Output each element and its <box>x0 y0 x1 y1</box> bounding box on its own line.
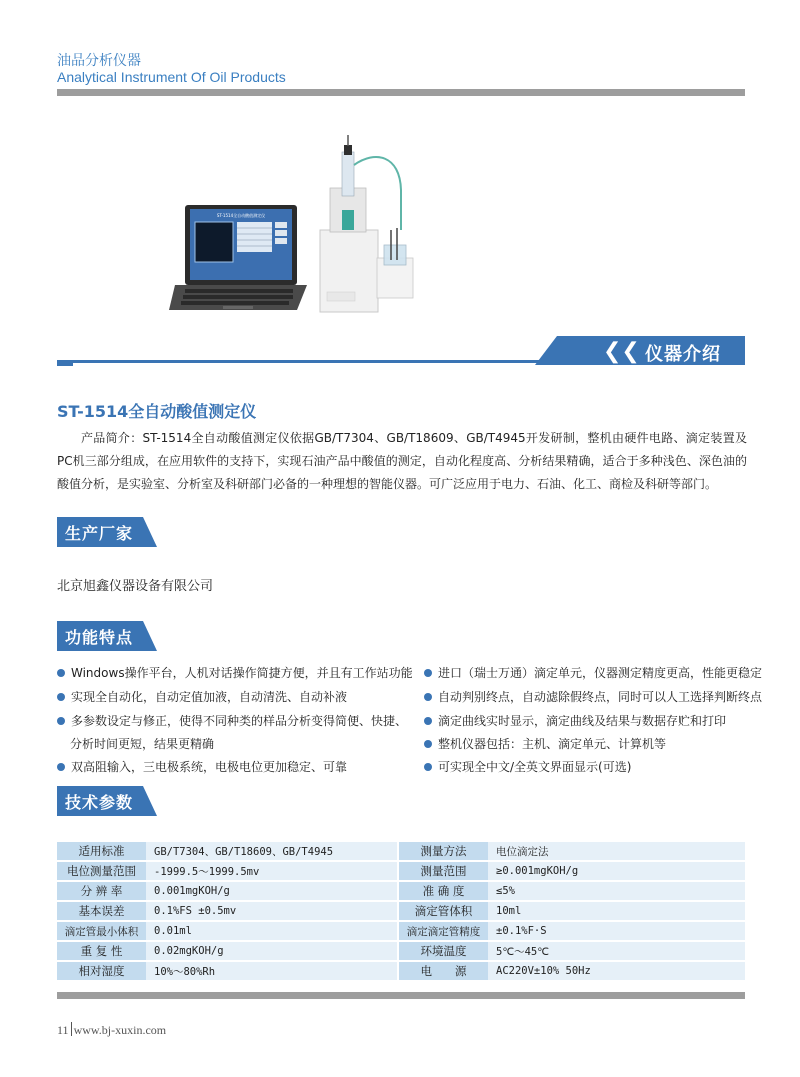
specs-table <box>57 842 745 982</box>
spec-value: ≤5% <box>488 881 745 901</box>
feature-item: Windows操作平台，人机对话操作简捷方便，并且有工作站功能 <box>57 665 413 681</box>
spec-value: 5℃～45℃ <box>488 941 745 961</box>
spec-label: 电位测量范围 <box>57 861 146 881</box>
spec-label: 滴定管最小体积 <box>57 921 146 941</box>
bullet-icon <box>424 717 432 725</box>
table-row <box>57 961 745 981</box>
spec-value: 10ml <box>488 901 745 921</box>
feature-item: 自动判别终点，自动滤除假终点，同时可以人工选择判断终点 <box>424 689 762 705</box>
spec-value: ≥0.001mgKOH/g <box>488 861 745 881</box>
bullet-icon <box>57 693 65 701</box>
table-row <box>57 861 745 881</box>
spec-label: 滴定滴定管精度 <box>399 921 488 941</box>
section-title-features: 功能特点 <box>65 628 134 647</box>
feature-item: 双高阻输入，三电极系统，电极电位更加稳定、可靠 <box>57 759 347 775</box>
feature-item: 实现全自动化，自动定值加液，自动清洗、自动补液 <box>57 689 347 705</box>
table-row <box>57 941 745 961</box>
spec-value: -1999.5～1999.5mv <box>146 861 397 881</box>
bullet-icon <box>57 669 65 677</box>
feature-item-continuation: 分析时间更短，结果更精确 <box>70 737 215 751</box>
feature-item: 多参数设定与修正，使得不同种类的样品分析变得简便、快捷、 <box>57 713 407 729</box>
category-title-cn: 油品分析仪器 <box>57 53 141 69</box>
feature-item: 进口（瑞士万通）滴定单元，仪器测定精度更高，性能更稳定 <box>424 665 762 681</box>
product-title: ST-1514全自动酸值测定仪 <box>57 402 257 421</box>
website-link[interactable]: www.bj-xuxin.com <box>73 1023 167 1037</box>
laptop-screen-title: ST-1514全自动酸值测定仪 <box>216 213 266 218</box>
category-title-en: Analytical Instrument Of Oil Products <box>57 69 286 85</box>
spec-value: 0.01ml <box>146 921 397 941</box>
spec-label: 测量方法 <box>399 842 488 861</box>
spec-label: 准 确 度 <box>399 881 488 901</box>
table-row <box>57 921 745 941</box>
bottom-divider <box>57 992 745 999</box>
bullet-icon <box>424 740 432 748</box>
titrant-valve <box>342 210 354 230</box>
spec-label: 重 复 性 <box>57 941 146 961</box>
bullet-icon <box>57 763 65 771</box>
spec-label: 基本误差 <box>57 901 146 921</box>
double-chevron-icon: ❮❮ <box>603 339 640 364</box>
manufacturer-name: 北京旭鑫仪器设备有限公司 <box>57 579 214 594</box>
spec-value: 0.1%FS ±0.5mv <box>146 901 397 921</box>
feature-item: 滴定曲线实时显示，滴定曲线及结果与数据存贮和打印 <box>424 713 726 729</box>
spec-value: 10%～80%Rh <box>146 961 397 981</box>
spec-value: ±0.1%F·S <box>488 921 745 941</box>
bullet-icon <box>424 763 432 771</box>
top-divider <box>57 89 745 96</box>
feature-item: 整机仪器包括：主机、滴定单元、计算机等 <box>424 736 666 752</box>
spec-label: 电 源 <box>399 961 488 981</box>
spec-value: GB/T7304、GB/T18609、GB/T4945 <box>146 842 397 861</box>
laptop-graph-panel <box>195 222 233 262</box>
spec-label: 滴定管体积 <box>399 901 488 921</box>
bullet-icon <box>57 717 65 725</box>
section-title-specs: 技术参数 <box>65 793 134 812</box>
table-row <box>57 881 745 901</box>
spec-label: 相对湿度 <box>57 961 146 981</box>
spec-label: 适用标准 <box>57 842 146 861</box>
bullet-icon <box>424 693 432 701</box>
footer <box>57 1022 166 1038</box>
table-row <box>57 901 745 921</box>
spec-label: 测量范围 <box>399 861 488 881</box>
titration-beaker <box>384 245 406 265</box>
spec-value: 0.001mgKOH/g <box>146 881 397 901</box>
section-title-manufacturer: 生产厂家 <box>65 524 134 543</box>
footer-separator <box>71 1022 72 1036</box>
bullet-icon <box>424 669 432 677</box>
spec-label: 分 辨 率 <box>57 881 146 901</box>
laptop-data-panel <box>237 222 272 252</box>
spec-value: 电位滴定法 <box>488 842 745 861</box>
banner-left-tab <box>57 360 73 366</box>
product-photo <box>165 130 415 318</box>
page-number: 11 <box>57 1023 69 1037</box>
burette <box>342 152 354 196</box>
table-row <box>57 842 745 861</box>
feature-item: 可实现全中文/全英文界面显示(可选) <box>424 759 631 775</box>
spec-value: AC220V±10% 50Hz <box>488 961 745 981</box>
banner-title: 仪器介绍 <box>645 344 721 365</box>
spec-label: 环境温度 <box>399 941 488 961</box>
product-intro: 产品简介：ST-1514全自动酸值测定仪依据GB/T7304、GB/T18609、GB/T4945开发研制，整机由硬件电路、滴定装置及PC机三部分组成，在应用软件的支持下，实现石油产品中酸值的测定，自动化程度高、分析结果精确，适合于多种浅色、深色油的酸值分析，是实验室、分析室及科研部门必备的一种理想的智能仪器。可广泛应用于电力、石油、化工、商检及科研等部门。 <box>57 431 747 491</box>
spec-value: 0.02mgKOH/g <box>146 941 397 961</box>
